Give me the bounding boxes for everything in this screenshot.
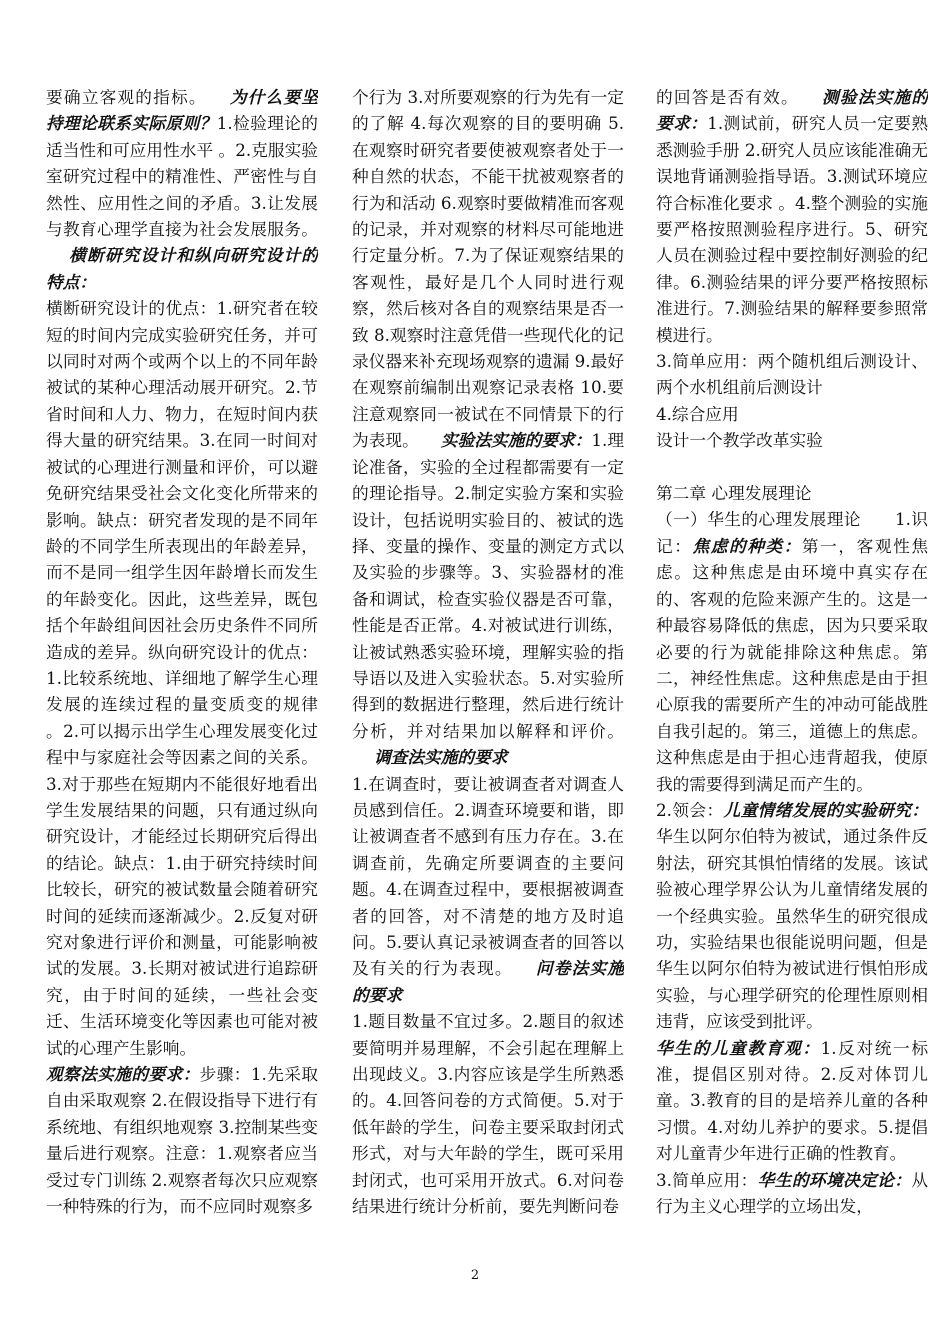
section-heading: 调查法实施的要求 <box>374 747 508 768</box>
paragraph <box>46 84 318 295</box>
body-text: 个行为 3.对所要观察的行为先有一定的了解 4.每次观察的目的要明确 5.在观察时研究者要使被观察者处于一种自然的状态，不能干扰被观察者的行为和活动 6.观察时要做精准而客观的记录，并对观察的材料尽可能地进行定量分析。7.为了保证观察结果的客观性，最好是几个人同时进行观察，然后核对各自的观察结果是否一致 8.观察时注意凭借一些现代化的记录仪器来补充现场观察的遗漏 9.最好在观察前编制出观察记录表格 10.要注意观察同一被试在不同情景下的行为表现。 <box>352 87 624 451</box>
text-column-middle <box>352 84 624 1284</box>
section-heading: 儿童情绪发展的实验研究： <box>723 799 928 820</box>
paragraph: 设计一个教学改革实验 <box>656 430 823 451</box>
page-number: 2 <box>470 1268 480 1283</box>
text-column-left <box>46 84 318 1284</box>
body-text: 3.简单应用： <box>656 1169 758 1190</box>
body-text: 1.在调查时，要让被调查者对调查人员感到信任。2.调查环境要和谐，即让被调查者不感到有压力存在。3.在调查前，先确定所要调查的主要问题。4.在调查过程中，要根据被调查者的回答，对不清楚的地方及时追问。5.要认真记录被调查者的回答以及有关的行为表现。 <box>352 773 624 979</box>
paragraph <box>656 1167 928 1220</box>
section-heading: 为什么要坚持理论联系实际原则？ <box>46 87 318 134</box>
paragraph: 横断研究设计的优点：1.研究者在较短的时间内完成实验研究任务，并可以同时对两个或两个以上的不同年龄被试的某种心理活动展开研究。2.节省时间和人力、物力，在短时间内获得大量的研究结果。3.在同一时间对被试的心理进行测量和评价，可以避免研究结果受社会文化变化所带来的影响。缺点：研究者发现的是不同年龄的不同学生所表现出的年龄差异，而不是同一组学生因年龄增长而发生的年龄变化。因此，这些差异，既包括个年龄组间因社会历史条件不同所造成的差异。纵向研究设计的优点：1.比较系统地、详细地了解学生心理发展的连续过程的量变质变的规律 。2.可以揭示出学生心理发展变化过程中与家庭社会等因素之间的关系。3.对于那些在短期内不能很好地看出学生发展结果的问题，只有通过纵向研究设计，才能经过长期研究后得出的结论。缺点：1.由于研究持续时间比较长，研究的被试数量会随着研究时间的延续而逐渐减少。2.反复对研究对象进行评价和测量，可能影响被试的发展。3.长期对被试进行追踪研究，由于时间的延续，一些社会变迁、生活环境变化等因素也可能对被试的心理产生影响。 <box>46 298 318 1058</box>
paragraph: 3.简单应用：两个随机组后测设计、两个水机组前后测设计 <box>656 351 928 398</box>
paragraph <box>656 797 928 1035</box>
body-text: （一）华生的心理发展理论 1.识记： <box>656 509 928 556</box>
paragraph <box>352 84 624 771</box>
paragraph <box>46 1061 318 1219</box>
spacer <box>656 454 928 480</box>
paragraph: 1.题目数量不宜过多。2.题目的叙述要简明并易理解，不会引起在理解上出现歧义。3.内容应该是学生所熟悉的。4.回答问卷的方式简便。5.对于低年龄的学生，问卷主要采取封闭式形式，对与大年龄的学生，既可采用封闭式，也可采用开放式。6.对问卷结果进行统计分析前，要先判断问卷 <box>352 1011 624 1217</box>
section-heading: 观察法实施的要求： <box>46 1064 200 1085</box>
body-text: 1.检验理论的适当性和可应用性水平 。2.克服实验室研究过程中的精准性、严密性与自然性、应用性之间的矛盾。3.让发展与教育心理学直接为社会发展服务。 <box>46 113 318 240</box>
section-heading: 实验法实施的要求： <box>440 430 592 451</box>
paragraph: 4.综合应用 <box>656 403 739 424</box>
body-text: 第一，客观性焦虑。这种焦虑是由环境中真实存在的、客观的危险来源产生的。这是一种最容易降低的焦虑，因为只要采取必要的行为就能排除这种焦虑。第二，神经性焦虑。这种焦虑是由于担心原我的需要所产生的冲动可能战胜自我引起的。第三，道德上的焦虑。这种焦虑是由于担心违背超我，使原我的需要得到满足而产生的。 <box>656 535 928 794</box>
section-heading: 问卷法实施的要求 <box>352 958 624 1005</box>
body-text: 1.反对统一标准，提倡区别对待。2.反对体罚儿童。3.教育的目的是培养儿童的各种习惯。4.对幼儿养护的要求。5.提倡对儿童青少年进行正确的性教育。 <box>656 1037 928 1164</box>
paragraph <box>656 84 928 348</box>
body-text: 1.测试前，研究人员一定要熟悉测验手册 2.研究人员应该能准确无误地背诵测验指导语。3.测试环境应符合标准化要求 。4.整个测验的实施要严格按照测验程序进行。5、研究人员在测验过程中要控制好测验的纪律。6.测验结果的评分要严格按照标准进行。7.测验结果的解释要参照常模进行。 <box>656 113 928 345</box>
body-text: 的回答是否有效。 <box>656 87 799 107</box>
section-heading: 横断研究设计和纵向研究设计的特点： <box>46 245 318 292</box>
body-text: 从行为主义心理学的立场出发， <box>656 1169 928 1217</box>
paragraph <box>352 771 624 1009</box>
text-column-right <box>656 84 928 1284</box>
section-heading: 焦虑的种类： <box>692 535 802 556</box>
section-heading: 华生的儿童教育观： <box>656 1037 821 1058</box>
body-text: 步骤：1.先采取自由采取观察 2.在假设指导下进行有系统地、有组织地观察 3.控制某些变量后进行观察。注意：1.观察者应当受过专门训练 2.观察者每次只应观察一种特殊的行为，而不应同时观察多 <box>46 1064 318 1217</box>
section-heading: 测验法实施的要求： <box>656 87 928 134</box>
body-text: 要确立客观的指标。 <box>46 87 207 107</box>
paragraph <box>656 506 928 796</box>
section-heading: 华生的环境决定论： <box>757 1169 912 1190</box>
chapter-title: 第二章 心理发展理论 <box>656 483 812 504</box>
body-text: 华生以阿尔伯特为被试，通过条件反射法，研究其惧怕情绪的发展。该试验被心理学界公认为儿童情绪发展的一个经典实验。虽然华生的研究很成功，实验结果也很能说明问题，但是华生以阿尔伯特为被试进行惧怕形成实验，与心理学研究的伦理性原则相违背，应该受到批评。 <box>656 826 928 1032</box>
body-text: 1.理论准备，实验的全过程都需要有一定的理论指导。2.制定实验方案和实验设计，包括说明实验目的、被试的选择、变量的操作、变量的测定方式以及实验的步骤等。3、实验器材的准备和调试，检查实验仪器是否可靠，性能是否正常。4.对被试进行训练，让被试熟悉实验环境，理解实验的指导语以及进入实验状态。5.对实验所得到的数据进行整理，然后进行统计分析，并对结果加以解释和评价。 <box>352 430 624 741</box>
paragraph <box>656 1035 928 1167</box>
body-text: 2.领会： <box>656 799 724 820</box>
